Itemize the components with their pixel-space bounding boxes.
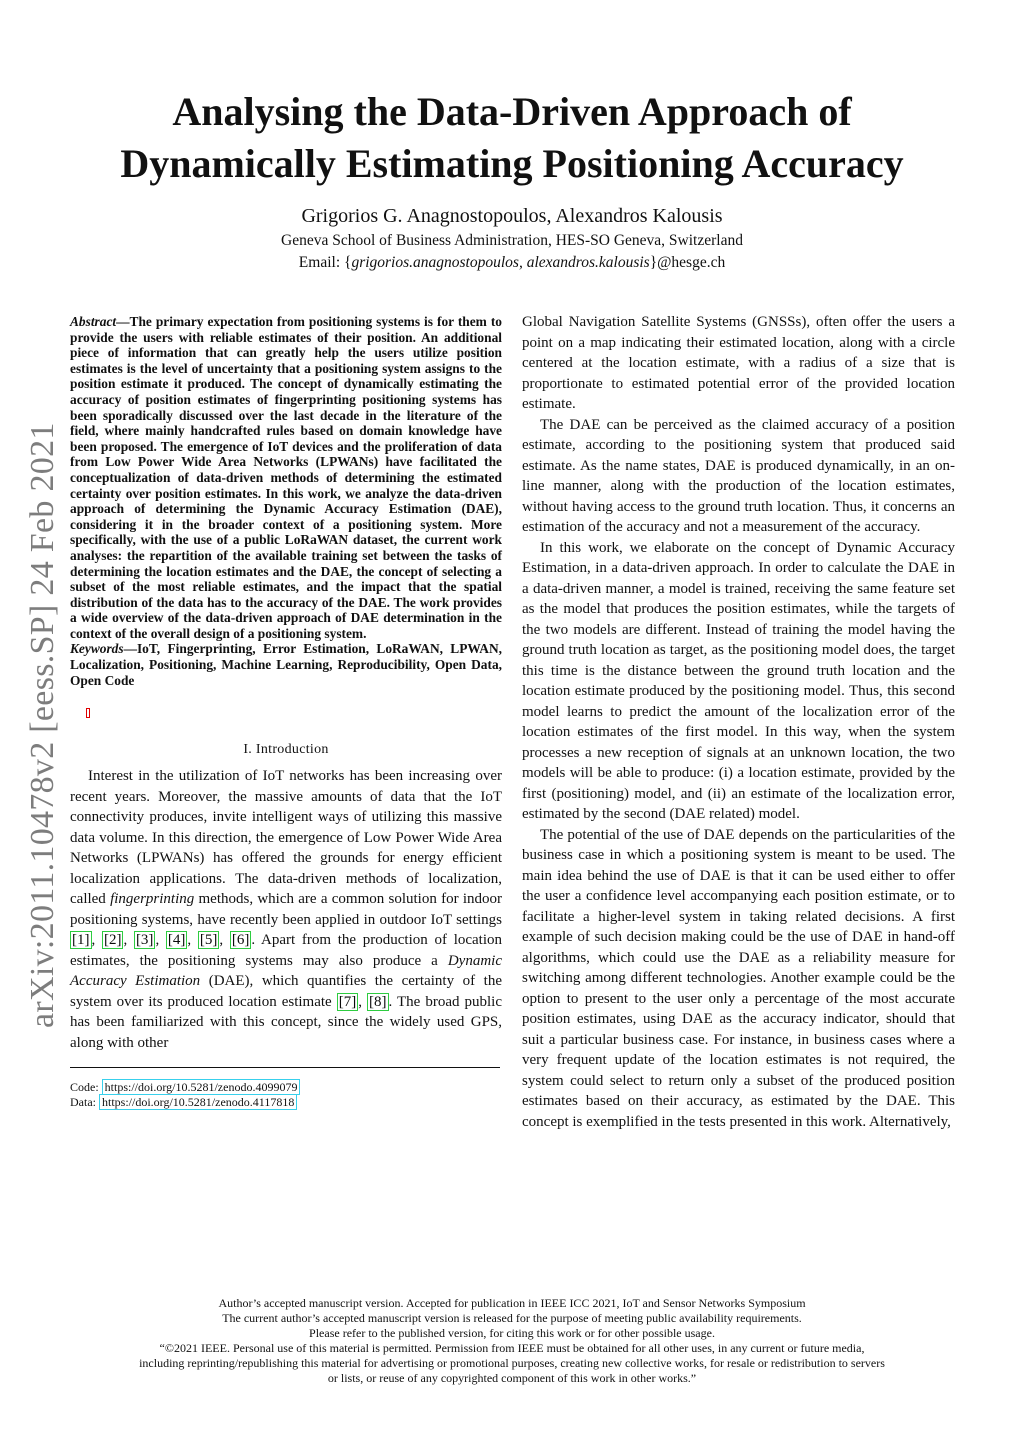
keywords-lead: Keywords [70, 641, 124, 657]
footnote-data [70, 1095, 502, 1110]
citation-link[interactable]: [2] [103, 932, 122, 949]
intro-paragraph: Interest in the utilization of IoT networks has been increasing over recent years. Moreover, the massive amounts of data that the IoT connectivity produces, invite intelligent ways of utilizing this massive data volume. In this direction, the emergence of Low Power Wide Area Networks (LPWANs) has offered the grounds for energy efficient localization applications. The data-driven methods of localization, called fingerprinting methods, which are a common solution for indoor positioning systems, have recently been applied in outdoor IoT settings [1] , [2] , [3] , [4] , [5] , [6] . Apart from the production of location estimates, the positioning systems may also produce a Dynamic Accuracy Estimation (DAE), which quantifies the certainty of the system over its produced location estimate [7] , [8] . The broad public has been familiarized with this concept, since the widely used GPS, along with other [70, 768, 503, 1051]
footer-line: including reprinting/republishing this material for advertising or promotional purposes, creating new collective works, for resale or redistribution to servers [139, 1356, 885, 1370]
email-line [60, 254, 964, 272]
citation-link[interactable]: [4] [167, 932, 186, 949]
footer-line: or lists, or reuse of any copyrighted component of this work in other works.” [327, 1371, 697, 1385]
abstract [70, 314, 502, 641]
citation-link[interactable]: [6] [231, 932, 250, 949]
keywords [70, 641, 502, 688]
footnote-code [70, 1080, 502, 1095]
code-doi-link[interactable]: https://doi.org/10.5281/zenodo.4099079 [102, 1079, 301, 1095]
footer-line: “©2021 IEEE. Personal use of this material is permitted. Permission from IEEE must be obtained for all other uses, in any current or future media, [159, 1341, 865, 1355]
page-footer [60, 1296, 964, 1386]
intro-fingerprinting: fingerprinting [110, 891, 195, 908]
data-doi-link[interactable]: https://doi.org/10.5281/zenodo.4117818 [99, 1094, 297, 1110]
paper-title: Analysing the Data-Driven Approach of Dynamically Estimating Positioning Accuracy [120, 89, 904, 186]
intro-dae-term: Dynamic Accuracy Estimation [70, 952, 502, 990]
paragraph: Global Navigation Satellite Systems (GNSSs), often offer the users a point on a map indicating their estimated location, along with a circle centered at the location estimate, with a radius of a size that is proportionate to estimated potential error of the provided location estimate. [522, 314, 955, 412]
section-heading-introduction: I. Introduction [243, 742, 329, 758]
keywords-text: —IoT, Fingerprinting, Error Estimation, LoRaWAN, LPWAN, Localization, Positioning, Machine Learning, Reproducibility, Open Data, Open Code [70, 641, 502, 688]
intro-text-d: (DAE), which quantifies the certainty of the system over its produced location estimate [70, 973, 502, 1010]
footer-line: Author’s accepted manuscript version. Accepted for publication in IEEE ICC 2021, IoT and Sensor Networks Symposium [218, 1296, 806, 1310]
paragraph: The potential of the use of DAE depends on the particularities of the business case in which a positioning system is meant to be used. The main idea behind the use of DAE is that it can be used either to offer the user a confidence level accompanying each position estimate, or to facilitate a higher-level system in taking related decisions. A first example of such decision making could be the use of DAE in hand-off algorithms, which could use the DAE as a reliability measure for switching among different technologies. Another example could be the option to present to the user only a percentage of the most accurate position estimates, using DAE as the accuracy indicator, should that suit a particular business case. For instance, in business cases where a very frequent update of the location estimates is not required, the system could select to return only a subset of the produced position estimates based on their accuracy, as estimated by the DAE. This concept is exemplified in the tests presented in this work. Alternatively, [522, 826, 955, 1130]
paragraph: The DAE can be perceived as the claimed accuracy of a position estimate, according to the positioning system that produced said estimate. As the name states, DAE is produced dynamically, in an on-line manner, along with the production of the location estimates, without having access to the ground truth location. Thus, it concerns an estimation of the accuracy and not a measurement of the accuracy. [522, 416, 955, 535]
right-column [522, 312, 955, 1132]
footnote-divider [70, 1067, 500, 1068]
footnote-code-label: Code: [70, 1080, 102, 1095]
citation-link[interactable]: [1] [72, 932, 90, 949]
footer-line: The current author’s accepted manuscript version is released for the purpose of meeting public availability requirements. [222, 1311, 802, 1325]
link-marker [86, 708, 90, 718]
citation-link[interactable]: [5] [199, 932, 218, 949]
citation-link[interactable]: [3] [135, 932, 154, 949]
footer-line: Please refer to the published version, for citing this work or for other possible usage. [309, 1326, 715, 1340]
intro-text-b: methods, which are a common solution for indoor positioning systems, have recently been applied in outdoor IoT settings [70, 891, 502, 928]
email-prefix: Email: { [298, 254, 352, 271]
intro-text-c: . Apart from the production of location estimates, the positioning systems may also produce a [70, 932, 503, 969]
abstract-text: —The primary expectation from positioning systems is for them to provide the users with reliable estimates of their position. An additional piece of information that can greatly help the users utilize position estimates is the level of uncertainty that a positioning system assigns to the position estimate it produced. The concept of dynamically estimating the accuracy of position estimates of fingerprinting positioning systems has been sporadically discussed over the last decade in the literature of the field, where mainly handcrafted rules based on domain knowledge have been proposed. The emergence of IoT devices and the proliferation of data from Low Power Wide Area Networks (LPWANs) have facilitated the conceptualization of data-driven methods of determining the estimated certainty over position estimates. In this work, we analyze the data-driven approach of determining the Dynamic Accuracy Estimation (DAE), considering it in the broader context of a positioning system. More specifically, with the use of a public LoRaWAN dataset, the current work analyses: the repartition of the available training set between the tasks of determining the location estimates and the DAE, the concept of selecting a subset of the most reliable estimates, and the impact that the spatial distribution of the data has to the accuracy of the DAE. The work provides a wide overview of the data-driven approach of DAE determination in the context of the overall design of a positioning system. [70, 314, 502, 641]
affiliation: Geneva School of Business Administration, HES-SO Geneva, Switzerland [281, 232, 743, 249]
citation-link[interactable]: [8] [369, 993, 387, 1010]
footnote-data-label: Data: [70, 1095, 99, 1110]
email-suffix: }@hesge.ch [649, 254, 726, 271]
intro-text-a: Interest in the utilization of IoT networks has been increasing over recent years. Moreover, the massive amounts of data that the IoT connectivity produces, invite intelligent ways of utilizing this massive data volume. In this direction, the emergence of Low Power Wide Area Networks (LPWANs) has offered the grounds for energy efficient localization applications. The data-driven methods of localization, called [70, 768, 502, 908]
intro-text-e: . The broad public has been familiarized with this concept, since the widely used GPS, along with other [70, 993, 503, 1051]
left-column [70, 314, 502, 1110]
abstract-lead: Abstract [70, 314, 117, 329]
paragraph: In this work, we elaborate on the concept of Dynamic Accuracy Estimation, in a data-driven approach. In order to calculate the DAE in a data-driven manner, a model is trained, receiving the same feature set as the model that produces the position estimates, while the targets of the two models are different. Instead of training the model having the ground truth location as target, as the positioning model does, the target this time is the distance between the ground truth location and the location estimate produced by the positioning model. Thus, this second model learns to predict the amount of the localization error of the location estimates of the first model. In this way, when the system processes a new reception of signals at an unknown location, the two models will be able to produce: (i) a location estimate, provided by the first (positioning) model, and (ii) an estimate of the localization error, estimated by the second (DAE related) model. [522, 539, 955, 822]
arxiv-stamp: arXiv:2011.10478v2 [eess.SP] 24 Feb 2021 [24, 422, 61, 1028]
author-list: Grigorios G. Anagnostopoulos, Alexandros Kalousis [301, 205, 723, 227]
email-names: grigorios.anagnostopoulos, alexandros.kalousis [351, 254, 650, 271]
citation-link[interactable]: [7] [338, 993, 357, 1010]
